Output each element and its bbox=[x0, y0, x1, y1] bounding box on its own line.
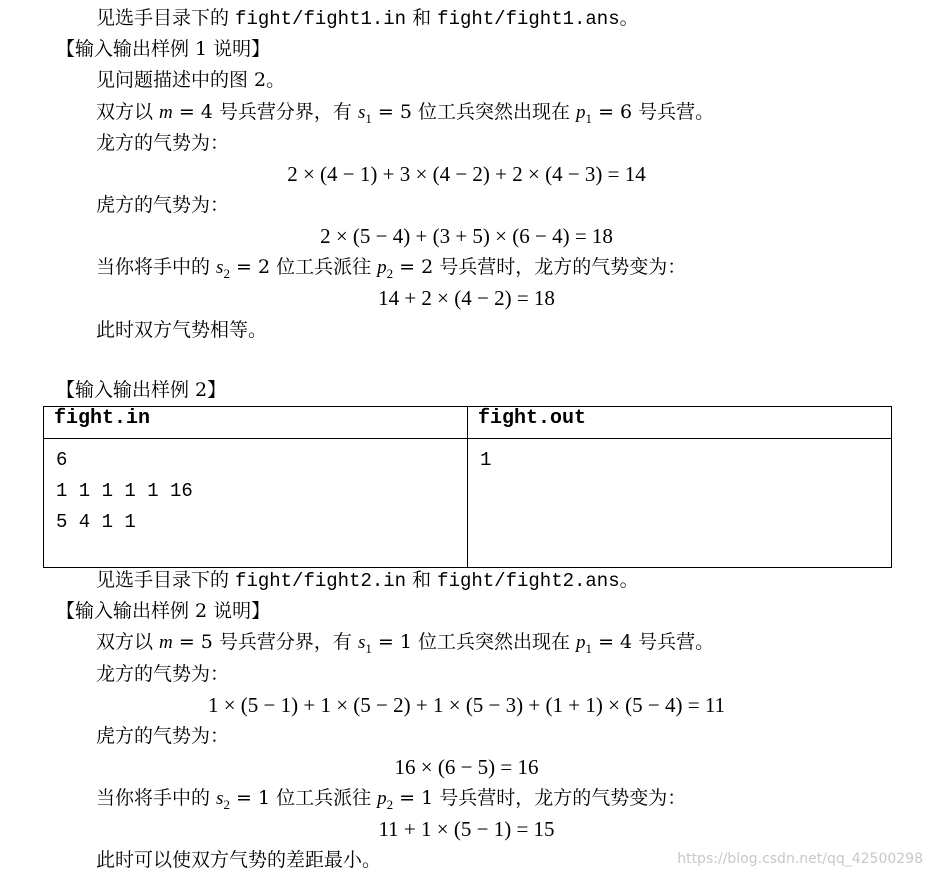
var-letter: s bbox=[357, 102, 366, 123]
files-line-1 bbox=[96, 6, 639, 31]
math-var: m bbox=[159, 102, 173, 123]
var-letter: p bbox=[576, 632, 586, 653]
input-line: 1 1 1 1 1 16 bbox=[56, 480, 193, 502]
text: 当你将手中的 bbox=[96, 256, 217, 278]
subscript: 2 bbox=[386, 265, 394, 281]
column-header-out: fight.out bbox=[468, 407, 892, 439]
move-line bbox=[96, 255, 686, 286]
file-name: fight/fight1.ans bbox=[437, 8, 620, 30]
conclusion: 此时双方气势相等。 bbox=[96, 319, 268, 341]
text: = 5 位工兵突然出现在 bbox=[371, 101, 577, 123]
output-line: 1 bbox=[480, 449, 492, 471]
text: = 5 号兵营分界，有 bbox=[172, 631, 358, 653]
subscript: 2 bbox=[223, 265, 230, 281]
paragraph: 见问题描述中的图 2。 bbox=[96, 69, 286, 91]
text: = 4 号兵营。 bbox=[592, 631, 715, 653]
input-cell bbox=[44, 439, 468, 568]
tiger-label: 虎方的气势为： bbox=[96, 725, 230, 747]
math-var bbox=[377, 788, 394, 812]
conclusion: 此时可以使双方气势的差距最小。 bbox=[96, 849, 382, 871]
file-name: fight/fight2.ans bbox=[437, 570, 620, 592]
move-line bbox=[96, 786, 686, 817]
text: = 1 位工兵突然出现在 bbox=[371, 631, 577, 653]
text: = 1 号兵营时，龙方的气势变为： bbox=[393, 787, 687, 809]
output-cell bbox=[468, 439, 892, 568]
input-line: 5 4 1 1 bbox=[56, 511, 136, 533]
math-var bbox=[216, 788, 230, 812]
subscript: 2 bbox=[223, 796, 230, 812]
math-var bbox=[216, 257, 230, 281]
subscript: 1 bbox=[585, 640, 593, 656]
section-heading: 【输入输出样例 1 说明】 bbox=[56, 38, 271, 60]
text: = 6 号兵营。 bbox=[592, 101, 715, 123]
subscript: 1 bbox=[365, 640, 372, 656]
setup-line-2 bbox=[96, 630, 714, 661]
text: = 1 位工兵派往 bbox=[229, 787, 378, 809]
section-heading: 【输入输出样例 2 说明】 bbox=[56, 600, 271, 622]
dragon-label: 龙方的气势为： bbox=[96, 132, 230, 154]
subscript: 2 bbox=[386, 796, 394, 812]
math-var bbox=[357, 632, 372, 656]
math-var bbox=[377, 257, 394, 281]
dragon-formula: 2 × (4 − 1) + 3 × (4 − 2) + 2 × (4 − 3) = 14 bbox=[287, 162, 646, 186]
math-var: m bbox=[159, 632, 173, 653]
math-var bbox=[576, 632, 593, 656]
text: 双方以 bbox=[96, 631, 160, 653]
text: 。 bbox=[619, 7, 639, 29]
tiger-formula: 2 × (5 − 4) + (3 + 5) × (6 − 4) = 18 bbox=[320, 224, 613, 248]
var-letter: s bbox=[216, 788, 224, 809]
text: 当你将手中的 bbox=[96, 787, 217, 809]
math-var bbox=[576, 102, 593, 126]
math-var bbox=[357, 102, 372, 126]
text: 见选手目录下的 bbox=[96, 7, 236, 29]
var-letter: p bbox=[377, 257, 387, 278]
watermark: https://blog.csdn.net/qq_42500298 bbox=[677, 851, 923, 867]
text: 和 bbox=[406, 7, 438, 29]
column-header-in: fight.in bbox=[44, 407, 468, 439]
io-table bbox=[43, 406, 892, 568]
file-name: fight/fight2.in bbox=[235, 570, 407, 592]
input-line: 6 bbox=[56, 449, 68, 471]
tiger-label: 虎方的气势为： bbox=[96, 194, 230, 216]
var-letter: p bbox=[576, 102, 586, 123]
var-letter: s bbox=[216, 257, 224, 278]
section-heading: 【输入输出样例 2】 bbox=[56, 379, 227, 401]
setup-line-1 bbox=[96, 100, 714, 131]
text: 双方以 bbox=[96, 101, 160, 123]
files-line-2 bbox=[96, 568, 639, 593]
subscript: 1 bbox=[365, 110, 372, 126]
text: 见选手目录下的 bbox=[96, 569, 236, 591]
var-letter: s bbox=[357, 632, 366, 653]
text: 和 bbox=[406, 569, 438, 591]
file-name: fight/fight1.in bbox=[235, 8, 407, 30]
dragon-label: 龙方的气势为： bbox=[96, 663, 230, 685]
text: = 2 位工兵派往 bbox=[229, 256, 378, 278]
text: = 2 号兵营时，龙方的气势变为： bbox=[393, 256, 687, 278]
new-formula: 11 + 1 × (5 − 1) = 15 bbox=[378, 817, 555, 841]
text: = 4 号兵营分界，有 bbox=[172, 101, 358, 123]
new-formula: 14 + 2 × (4 − 2) = 18 bbox=[378, 286, 555, 310]
text: 。 bbox=[619, 569, 639, 591]
dragon-formula: 1 × (5 − 1) + 1 × (5 − 2) + 1 × (5 − 3) + (1 + 1) × (5 − 4) = 11 bbox=[207, 693, 726, 717]
tiger-formula: 16 × (6 − 5) = 16 bbox=[394, 755, 539, 779]
subscript: 1 bbox=[585, 110, 593, 126]
var-letter: p bbox=[377, 788, 387, 809]
